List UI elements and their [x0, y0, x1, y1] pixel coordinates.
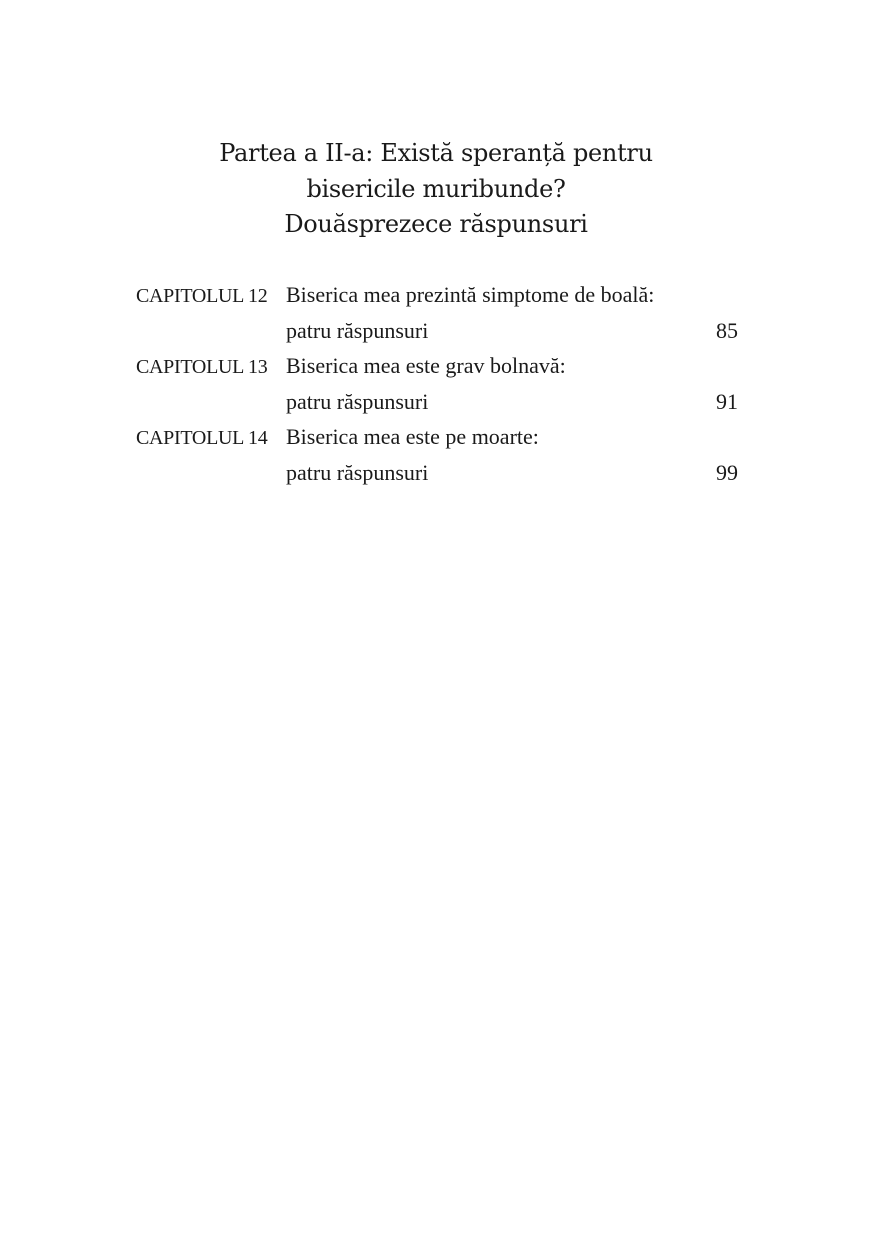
chapter-page-number: 91: [716, 389, 738, 414]
part-heading-line: bisericile muribunde?: [306, 174, 566, 203]
chapter-label: CAPITOLUL 12: [136, 285, 268, 307]
chapter-subtitle: patru răspunsuri: [286, 318, 429, 343]
chapter-page-number: 99: [716, 460, 738, 485]
part-heading: [0, 136, 872, 243]
toc-entry-chapter-13[interactable]: [136, 351, 740, 422]
part-heading-line: Partea a II-a: Există speranță pentru: [219, 139, 653, 167]
part-heading-line: Douăsprezece răspunsuri: [284, 210, 588, 238]
table-of-contents: [136, 280, 740, 493]
chapter-label: CAPITOLUL 14: [136, 427, 268, 449]
chapter-subtitle: patru răspunsuri: [286, 389, 429, 414]
chapter-subtitle: patru răspunsuri: [286, 460, 429, 485]
chapter-title: Biserica mea este pe moarte:: [286, 424, 539, 449]
chapter-title: Biserica mea prezintă simptome de boală:: [286, 282, 655, 307]
chapter-page-number: 85: [716, 318, 738, 343]
chapter-label: CAPITOLUL 13: [136, 356, 268, 378]
toc-entry-chapter-14[interactable]: [136, 422, 740, 493]
toc-entry-chapter-12[interactable]: [136, 280, 740, 351]
chapter-title: Biserica mea este grav bolnavă:: [286, 353, 566, 378]
